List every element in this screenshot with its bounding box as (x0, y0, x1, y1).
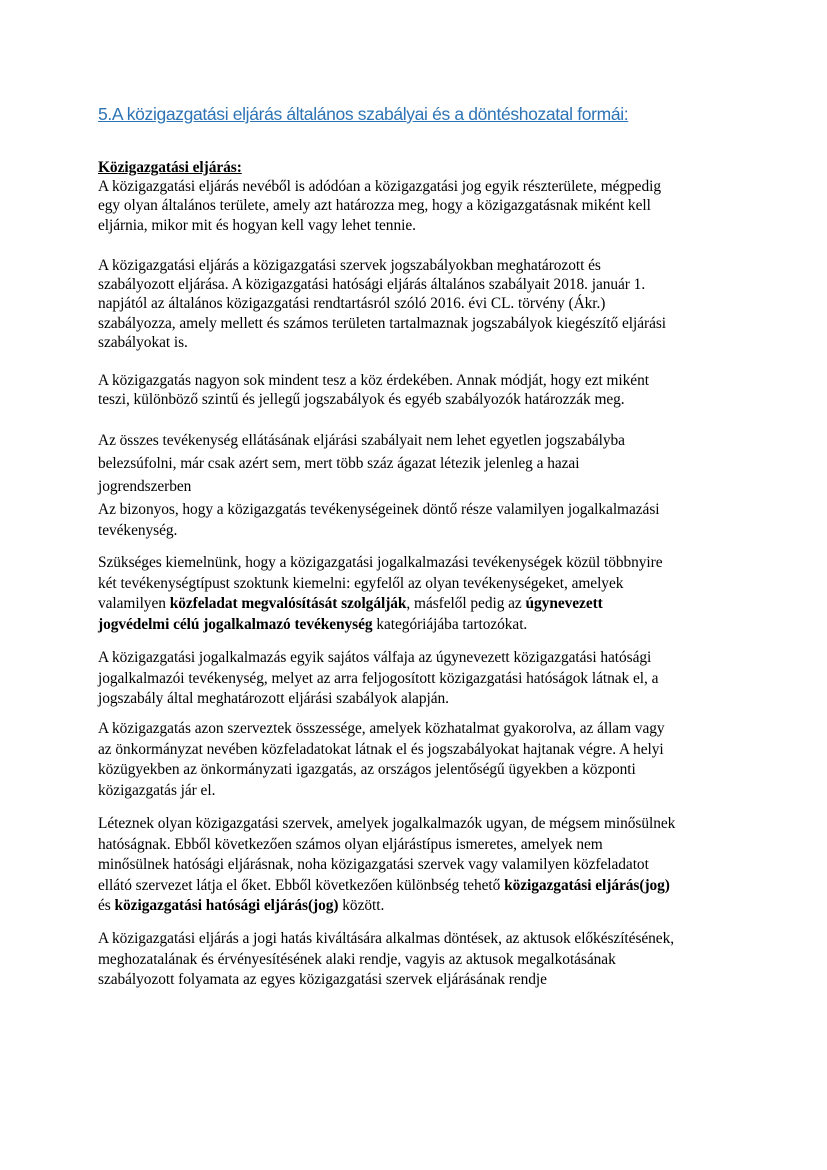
paragraph-block-4 (98, 429, 738, 498)
text-line: Szükséges kiemelnünk, hogy a közigazgatási jogalkalmazási tevékenységek közül többnyire (98, 554, 663, 571)
page-title: 5.A közigazgatási eljárás általános szabályai és a döntéshozatal formái: (98, 104, 629, 124)
text-line: Az összes tevékenység ellátásának eljárási szabályait nem lehet egyetlen jogszabályba (98, 432, 625, 449)
bold-emphasis: közigazgatási eljárás(jog) (504, 876, 670, 894)
text-line: hatóságnak. Ebből következően számos olyan eljárástípus ismeretes, amelyek nem (98, 835, 603, 853)
paragraph-3 (98, 371, 738, 409)
paragraph-1 (98, 177, 738, 235)
text-line: két tevékenységtípust szoktunk kiemelni: egyfelől az olyan tevékenységeket, amelyek (98, 574, 624, 592)
text-line: és közigazgatási hatósági eljárás(jog) között. (98, 897, 385, 915)
text-line: A közigazgatási eljárás a jogi hatás kiváltására alkalmas döntések, az aktusok előkészítésének, (98, 930, 675, 947)
text-line: A közigazgatás azon szerveztek összessége, amelyek közhatalmat gyakorolva, az állam vagy (98, 720, 665, 737)
text-line: az önkormányzat nevében közfeladatokat látnak el és jogszabályokat hajtanak végre. A helyi (98, 740, 664, 758)
text-line: tevékenység. (98, 521, 178, 539)
text-line: A közigazgatási eljárás a közigazgatási szervek jogszabályokban meghatározott és (98, 257, 601, 274)
text-line: teszi, különböző szintű és jellegű jogszabályok és egyéb szabályozók határozzák meg. (98, 391, 625, 409)
paragraph-2 (98, 256, 738, 352)
paragraph-block-10 (98, 929, 738, 991)
text-line: belezsúfolni, már csak azért sem, mert több száz ágazat létezik jelenleg a hazai (98, 455, 580, 472)
text-line: Az bizonyos, hogy a közigazgatás tevékenységeinek döntő része valamilyen jogalkalmazási (98, 501, 660, 518)
paragraph-5 (98, 500, 738, 541)
text-line: valamilyen közfeladat megvalósítását szolgálják, másfelől pedig az úgynevezett (98, 595, 603, 613)
text-line: jogrendszerben (98, 478, 192, 495)
text-line: eljárnia, mikor mit és hogyan kell vagy lehet tennie. (98, 216, 416, 234)
text-line: meghozatalának és érvényesítésének alaki rendje, vagyis az aktusok megalkotásának (98, 950, 616, 968)
text-line: napjától az általános közigazgatási rendtartásról szóló 2016. évi CL. törvény (Ákr.) (98, 295, 606, 313)
text-line: A közigazgatás nagyon sok mindent tesz a köz érdekében. Annak módját, hogy ezt miként (98, 372, 649, 389)
text-line: A közigazgatási eljárás nevéből is adódóan a közigazgatási jog egyik részterülete, mégpedig (98, 178, 661, 196)
text-line: szabályokat is. (98, 333, 188, 351)
paragraph-6 (98, 553, 738, 635)
text-line: minősülnek hatósági eljárásnak, noha közigazgatási szervek vagy valamilyen közfeladatot (98, 856, 649, 874)
text-line: közügyekben az önkormányzati igazgatás, az országos jelentőségű ügyekben a központi (98, 761, 636, 779)
paragraph-block-2 (98, 256, 738, 352)
text-line: jogalkalmazói tevékenység, melyet az arra feljogosított közigazgatási hatóságok látnak el, a (98, 669, 659, 687)
text-line: szabályozott folyamata az egyes közigazgatási szervek eljárásának rendje (98, 971, 547, 989)
text-line: szabályozott eljárása. A közigazgatási hatósági eljárás általános szabályait 2018. január 1. (98, 276, 646, 294)
text-line: szabályozza, amely mellett és számos területen tartalmaznak jogszabályok kiegészítő eljárási (98, 314, 667, 332)
paragraph-block-5 (98, 500, 738, 541)
paragraph-block-6 (98, 553, 738, 635)
text-line: A közigazgatási jogalkalmazás egyik sajátos válfaja az úgynevezett közigazgatási hatósági (98, 649, 652, 666)
paragraph-block-9 (98, 814, 738, 917)
text-line: egy olyan általános területe, amely azt határozza meg, hogy a közigazgatásnak miként kell (98, 197, 651, 215)
paragraph-10 (98, 929, 738, 991)
section-subheading: Közigazgatási eljárás: (98, 159, 242, 176)
section-1 (98, 158, 738, 235)
paragraph-9 (98, 814, 738, 917)
paragraph-block-8 (98, 719, 738, 801)
text-line: Léteznek olyan közigazgatási szervek, amelyek jogalkalmazók ugyan, de mégsem minősülnek (98, 815, 676, 832)
text-line: jogvédelmi célú jogalkalmazó tevékenység kategóriájába tartozókat. (98, 615, 528, 633)
paragraph-7 (98, 648, 738, 710)
paragraph-8 (98, 719, 738, 801)
bold-emphasis: közigazgatási hatósági eljárás(jog) (114, 897, 339, 915)
paragraph-block-3 (98, 371, 738, 409)
paragraph-4 (98, 429, 738, 498)
text-line: ellátó szervezet látja el őket. Ebből következően különbség tehető közigazgatási eljárás(jog) (98, 876, 670, 894)
bold-emphasis: közfeladat megvalósítását szolgálják (169, 595, 407, 613)
paragraph-block-7 (98, 648, 738, 710)
text-line: jogszabály által meghatározott eljárási szabályok alapján. (98, 690, 449, 707)
bold-emphasis: jogvédelmi célú jogalkalmazó tevékenység (98, 615, 373, 633)
bold-emphasis: úgynevezett (525, 595, 603, 613)
text-line: közigazgatás jár el. (98, 781, 216, 799)
